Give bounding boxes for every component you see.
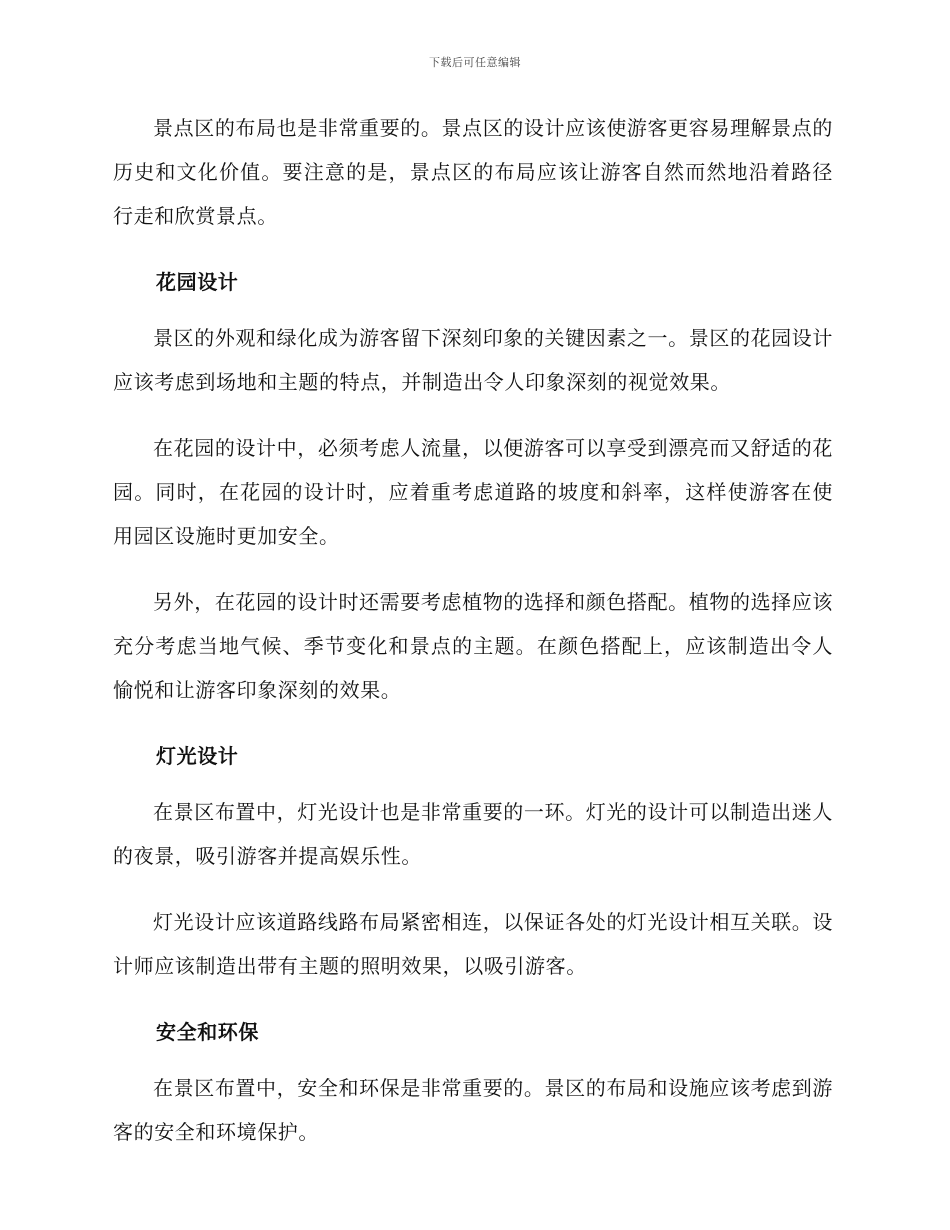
heading-garden-design: 花园设计 bbox=[156, 270, 239, 294]
document-body bbox=[113, 106, 833, 1176]
paragraph-garden-appearance: 景区的外观和绿化成为游客留下深刻印象的关键因素之一。景区的花园设计应该考虑到场地和主题的特点，并制造出令人印象深刻的视觉效果。 bbox=[113, 326, 833, 394]
paragraph-scenic-area-layout: 景点区的布局也是非常重要的。景点区的设计应该使游客更容易理解景点的历史和文化价值。要注意的是，景点区的布局应该让游客自然而然地沿着路径行走和欣赏景点。 bbox=[113, 116, 833, 228]
paragraph-garden-plants: 另外，在花园的设计时还需要考虑植物的选择和颜色搭配。植物的选择应该充分考虑当地气候、季节变化和景点的主题。在颜色搭配上，应该制造出令人愉悦和让游客印象深刻的效果。 bbox=[113, 590, 833, 702]
paragraph-lighting-layout: 灯光设计应该道路线路布局紧密相连，以保证各处的灯光设计相互关联。设计师应该制造出带有主题的照明效果，以吸引游客。 bbox=[113, 910, 833, 978]
heading-lighting-design: 灯光设计 bbox=[156, 744, 239, 768]
paragraph-lighting-importance: 在景区布置中，灯光设计也是非常重要的一环。灯光的设计可以制造出迷人的夜景，吸引游客并提高娱乐性。 bbox=[113, 800, 833, 868]
page-header: 下载后可任意编辑 bbox=[429, 56, 521, 69]
paragraph-garden-traffic: 在花园的设计中，必须考虑人流量，以便游客可以享受到漂亮而又舒适的花园。同时，在花园的设计时，应着重考虑道路的坡度和斜率，这样使游客在使用园区设施时更加安全。 bbox=[113, 436, 833, 548]
heading-safety-environment: 安全和环保 bbox=[156, 1020, 259, 1044]
paragraph-safety-environment: 在景区布置中，安全和环保是非常重要的。景区的布局和设施应该考虑到游客的安全和环境保护。 bbox=[113, 1076, 833, 1144]
